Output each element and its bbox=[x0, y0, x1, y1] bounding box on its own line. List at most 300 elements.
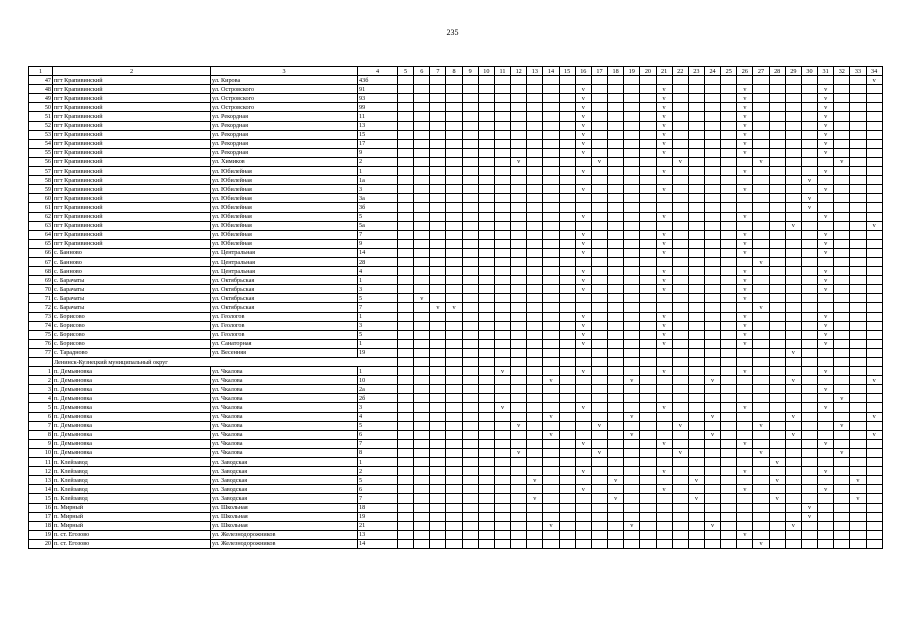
mark-cell bbox=[527, 348, 543, 357]
mark-cell bbox=[478, 348, 494, 357]
mark-cell bbox=[866, 367, 882, 376]
mark-cell bbox=[656, 530, 672, 539]
mark-v: v bbox=[624, 376, 640, 385]
mark-cell bbox=[850, 539, 866, 548]
mark-cell bbox=[866, 239, 882, 248]
mark-cell bbox=[446, 339, 462, 348]
mark-cell bbox=[753, 121, 769, 130]
mark-cell bbox=[511, 521, 527, 530]
mark-cell bbox=[414, 385, 430, 394]
mark-cell bbox=[398, 185, 414, 194]
mark-v: v bbox=[656, 230, 672, 239]
street-name: ул. Островского bbox=[211, 103, 358, 112]
mark-cell bbox=[721, 257, 737, 266]
mark-cell bbox=[543, 112, 559, 121]
mark-cell bbox=[462, 121, 478, 130]
mark-v: v bbox=[656, 339, 672, 348]
mark-cell bbox=[414, 103, 430, 112]
mark-cell bbox=[866, 348, 882, 357]
mark-cell bbox=[640, 485, 656, 494]
mark-cell bbox=[527, 185, 543, 194]
mark-cell bbox=[834, 521, 850, 530]
mark-cell bbox=[721, 530, 737, 539]
mark-cell bbox=[575, 221, 591, 230]
mark-cell bbox=[478, 403, 494, 412]
mark-cell bbox=[801, 485, 817, 494]
mark-cell bbox=[753, 248, 769, 257]
mark-cell bbox=[624, 194, 640, 203]
mark-cell bbox=[753, 194, 769, 203]
mark-v: v bbox=[575, 139, 591, 148]
mark-v: v bbox=[818, 103, 834, 112]
mark-cell bbox=[753, 167, 769, 176]
mark-cell bbox=[446, 330, 462, 339]
mark-cell bbox=[850, 139, 866, 148]
mark-v: v bbox=[801, 194, 817, 203]
mark-cell bbox=[414, 239, 430, 248]
mark-cell bbox=[801, 421, 817, 430]
mark-cell bbox=[688, 239, 704, 248]
mark-cell bbox=[511, 221, 527, 230]
mark-cell bbox=[430, 257, 446, 266]
mark-cell bbox=[704, 512, 720, 521]
mark-cell bbox=[430, 494, 446, 503]
mark-cell bbox=[656, 430, 672, 439]
mark-cell bbox=[608, 321, 624, 330]
mark-cell bbox=[640, 203, 656, 212]
mark-cell bbox=[850, 103, 866, 112]
settlement-name: пгт Крапивинский bbox=[53, 148, 211, 157]
mark-cell bbox=[430, 248, 446, 257]
mark-cell bbox=[511, 494, 527, 503]
mark-cell bbox=[559, 476, 575, 485]
mark-cell bbox=[446, 430, 462, 439]
mark-cell bbox=[753, 76, 769, 85]
mark-cell bbox=[640, 376, 656, 385]
table-row bbox=[29, 176, 883, 185]
mark-cell bbox=[608, 312, 624, 321]
mark-cell bbox=[866, 294, 882, 303]
table-row bbox=[29, 257, 883, 266]
mark-cell bbox=[543, 321, 559, 330]
mark-cell bbox=[834, 376, 850, 385]
mark-cell bbox=[704, 248, 720, 257]
mark-cell bbox=[543, 230, 559, 239]
mark-cell bbox=[398, 239, 414, 248]
street-name: ул. Железнодорожников bbox=[211, 530, 358, 539]
mark-cell bbox=[591, 248, 607, 257]
mark-cell bbox=[866, 248, 882, 257]
mark-cell bbox=[834, 367, 850, 376]
street-name: ул. Заводская bbox=[211, 494, 358, 503]
mark-cell bbox=[462, 412, 478, 421]
mark-v: v bbox=[753, 448, 769, 457]
mark-cell bbox=[753, 103, 769, 112]
mark-cell bbox=[801, 285, 817, 294]
mark-cell bbox=[446, 221, 462, 230]
settlement-name: с. Борисово bbox=[53, 339, 211, 348]
mark-v: v bbox=[818, 367, 834, 376]
mark-cell bbox=[446, 103, 462, 112]
mark-cell bbox=[446, 285, 462, 294]
mark-cell bbox=[608, 530, 624, 539]
mark-cell bbox=[769, 285, 785, 294]
mark-cell bbox=[446, 458, 462, 467]
mark-cell bbox=[737, 476, 753, 485]
mark-cell bbox=[866, 285, 882, 294]
mark-v: v bbox=[656, 212, 672, 221]
mark-cell bbox=[656, 203, 672, 212]
table-row bbox=[29, 521, 883, 530]
mark-cell bbox=[672, 239, 688, 248]
mark-cell bbox=[688, 176, 704, 185]
mark-cell bbox=[721, 221, 737, 230]
mark-cell bbox=[753, 294, 769, 303]
mark-cell bbox=[559, 176, 575, 185]
mark-cell bbox=[721, 467, 737, 476]
mark-cell bbox=[672, 257, 688, 266]
mark-cell bbox=[737, 512, 753, 521]
mark-cell bbox=[478, 257, 494, 266]
mark-v: v bbox=[818, 130, 834, 139]
mark-cell bbox=[801, 76, 817, 85]
mark-v: v bbox=[818, 385, 834, 394]
table-row bbox=[29, 485, 883, 494]
mark-cell bbox=[866, 112, 882, 121]
mark-cell bbox=[640, 85, 656, 94]
mark-cell bbox=[543, 212, 559, 221]
mark-cell bbox=[785, 130, 801, 139]
mark-v: v bbox=[737, 485, 753, 494]
mark-cell bbox=[834, 112, 850, 121]
mark-cell bbox=[769, 157, 785, 166]
settlement-name: с. Банново bbox=[53, 267, 211, 276]
mark-cell bbox=[785, 403, 801, 412]
mark-cell bbox=[753, 330, 769, 339]
mark-cell bbox=[721, 448, 737, 457]
mark-cell bbox=[769, 203, 785, 212]
mark-cell bbox=[640, 476, 656, 485]
mark-cell bbox=[446, 94, 462, 103]
mark-cell bbox=[801, 130, 817, 139]
table-row bbox=[29, 467, 883, 476]
mark-cell bbox=[591, 276, 607, 285]
mark-cell bbox=[704, 339, 720, 348]
mark-cell bbox=[850, 194, 866, 203]
mark-cell bbox=[640, 539, 656, 548]
mark-cell bbox=[543, 148, 559, 157]
column-header: 5 bbox=[398, 67, 414, 76]
mark-v: v bbox=[737, 239, 753, 248]
mark-cell bbox=[462, 212, 478, 221]
mark-cell bbox=[640, 212, 656, 221]
mark-cell bbox=[866, 312, 882, 321]
settlement-name: пгт Крапивинский bbox=[53, 167, 211, 176]
mark-cell bbox=[608, 303, 624, 312]
mark-cell bbox=[753, 494, 769, 503]
mark-cell bbox=[511, 403, 527, 412]
mark-cell bbox=[624, 485, 640, 494]
house-number: 5 bbox=[358, 476, 398, 485]
mark-cell bbox=[640, 430, 656, 439]
mark-v: v bbox=[704, 412, 720, 421]
mark-cell bbox=[753, 230, 769, 239]
mark-cell bbox=[478, 339, 494, 348]
mark-cell bbox=[834, 130, 850, 139]
mark-cell bbox=[785, 358, 801, 367]
table-row bbox=[29, 167, 883, 176]
mark-cell bbox=[398, 512, 414, 521]
mark-cell bbox=[446, 412, 462, 421]
mark-v: v bbox=[818, 148, 834, 157]
mark-cell bbox=[446, 503, 462, 512]
mark-cell bbox=[398, 194, 414, 203]
mark-cell bbox=[478, 157, 494, 166]
settlement-name: п. Демьяновка bbox=[53, 403, 211, 412]
mark-cell bbox=[430, 321, 446, 330]
mark-cell bbox=[688, 203, 704, 212]
mark-v: v bbox=[591, 421, 607, 430]
mark-cell bbox=[511, 239, 527, 248]
mark-cell bbox=[704, 539, 720, 548]
mark-v: v bbox=[737, 294, 753, 303]
table-row bbox=[29, 185, 883, 194]
table-row bbox=[29, 394, 883, 403]
mark-cell bbox=[737, 430, 753, 439]
mark-v: v bbox=[656, 148, 672, 157]
mark-cell bbox=[704, 285, 720, 294]
mark-cell bbox=[462, 512, 478, 521]
mark-cell bbox=[398, 257, 414, 266]
mark-cell bbox=[608, 248, 624, 257]
mark-cell bbox=[785, 94, 801, 103]
mark-cell bbox=[543, 385, 559, 394]
mark-cell bbox=[753, 348, 769, 357]
mark-cell bbox=[494, 257, 510, 266]
house-number: 9 bbox=[358, 148, 398, 157]
column-header: 29 bbox=[785, 67, 801, 76]
table-row bbox=[29, 221, 883, 230]
mark-cell bbox=[753, 176, 769, 185]
mark-v: v bbox=[785, 412, 801, 421]
mark-cell bbox=[559, 339, 575, 348]
mark-v: v bbox=[737, 121, 753, 130]
mark-v: v bbox=[575, 330, 591, 339]
mark-v: v bbox=[737, 94, 753, 103]
mark-cell bbox=[527, 276, 543, 285]
column-header: 31 bbox=[818, 67, 834, 76]
mark-cell bbox=[640, 167, 656, 176]
mark-cell bbox=[801, 212, 817, 221]
mark-cell bbox=[478, 430, 494, 439]
column-header: 25 bbox=[721, 67, 737, 76]
row-number: 20 bbox=[29, 539, 53, 548]
mark-cell bbox=[478, 139, 494, 148]
row-number: 19 bbox=[29, 530, 53, 539]
mark-cell bbox=[430, 348, 446, 357]
house-number: 7 bbox=[358, 303, 398, 312]
mark-cell bbox=[591, 76, 607, 85]
mark-cell bbox=[801, 85, 817, 94]
mark-cell bbox=[527, 503, 543, 512]
table-row bbox=[29, 139, 883, 148]
mark-cell bbox=[478, 494, 494, 503]
mark-cell bbox=[704, 139, 720, 148]
mark-v: v bbox=[543, 521, 559, 530]
mark-cell bbox=[494, 394, 510, 403]
mark-cell bbox=[575, 503, 591, 512]
mark-cell bbox=[769, 321, 785, 330]
row-number: 51 bbox=[29, 112, 53, 121]
mark-cell bbox=[640, 230, 656, 239]
mark-cell bbox=[559, 148, 575, 157]
mark-v: v bbox=[624, 430, 640, 439]
mark-cell bbox=[688, 157, 704, 166]
mark-cell bbox=[462, 476, 478, 485]
street-name: ул. Юбилейная bbox=[211, 203, 358, 212]
settlement-name: п. Демьяновка bbox=[53, 448, 211, 457]
street-name: ул. Юбилейная bbox=[211, 176, 358, 185]
street-name: ул. Чкалова bbox=[211, 376, 358, 385]
mark-cell bbox=[608, 330, 624, 339]
mark-cell bbox=[478, 385, 494, 394]
mark-cell bbox=[462, 203, 478, 212]
mark-cell bbox=[640, 521, 656, 530]
mark-cell bbox=[462, 285, 478, 294]
mark-v: v bbox=[688, 494, 704, 503]
mark-cell bbox=[398, 376, 414, 385]
mark-cell bbox=[591, 476, 607, 485]
mark-cell bbox=[478, 467, 494, 476]
mark-cell bbox=[478, 221, 494, 230]
mark-cell bbox=[688, 139, 704, 148]
mark-cell bbox=[672, 139, 688, 148]
mark-v: v bbox=[575, 312, 591, 321]
mark-cell bbox=[430, 448, 446, 457]
mark-cell bbox=[575, 539, 591, 548]
table-row bbox=[29, 439, 883, 448]
mark-cell bbox=[398, 339, 414, 348]
mark-cell bbox=[575, 176, 591, 185]
mark-cell bbox=[446, 439, 462, 448]
mark-cell bbox=[737, 203, 753, 212]
table-row bbox=[29, 285, 883, 294]
mark-cell bbox=[850, 458, 866, 467]
mark-cell bbox=[494, 103, 510, 112]
mark-cell bbox=[543, 194, 559, 203]
house-number: 2 bbox=[358, 467, 398, 476]
mark-cell bbox=[801, 358, 817, 367]
mark-cell bbox=[624, 85, 640, 94]
mark-cell bbox=[624, 476, 640, 485]
mark-cell bbox=[446, 467, 462, 476]
mark-cell bbox=[688, 121, 704, 130]
mark-cell bbox=[769, 367, 785, 376]
mark-v: v bbox=[769, 458, 785, 467]
mark-cell bbox=[446, 421, 462, 430]
mark-cell bbox=[801, 303, 817, 312]
mark-cell bbox=[478, 485, 494, 494]
mark-cell bbox=[850, 339, 866, 348]
mark-cell bbox=[818, 421, 834, 430]
mark-cell bbox=[850, 412, 866, 421]
mark-cell bbox=[785, 239, 801, 248]
mark-v: v bbox=[575, 485, 591, 494]
mark-cell bbox=[850, 330, 866, 339]
mark-cell bbox=[704, 485, 720, 494]
settlement-name: п. Демьяновка bbox=[53, 376, 211, 385]
mark-v: v bbox=[414, 294, 430, 303]
mark-cell bbox=[478, 294, 494, 303]
mark-cell bbox=[850, 530, 866, 539]
mark-cell bbox=[608, 421, 624, 430]
mark-v: v bbox=[818, 212, 834, 221]
mark-cell bbox=[753, 285, 769, 294]
mark-cell bbox=[398, 303, 414, 312]
mark-cell bbox=[834, 494, 850, 503]
mark-cell bbox=[769, 112, 785, 121]
mark-cell bbox=[737, 385, 753, 394]
mark-cell bbox=[446, 385, 462, 394]
mark-cell bbox=[704, 312, 720, 321]
street-name: ул. Школьная bbox=[211, 521, 358, 530]
mark-cell bbox=[414, 458, 430, 467]
mark-cell bbox=[640, 312, 656, 321]
row-number: 56 bbox=[29, 157, 53, 166]
mark-cell bbox=[721, 85, 737, 94]
mark-cell bbox=[704, 76, 720, 85]
mark-cell bbox=[478, 212, 494, 221]
mark-cell bbox=[624, 421, 640, 430]
mark-v: v bbox=[494, 403, 510, 412]
mark-cell bbox=[511, 103, 527, 112]
mark-cell bbox=[462, 458, 478, 467]
mark-cell bbox=[608, 339, 624, 348]
mark-cell bbox=[478, 76, 494, 85]
mark-cell bbox=[527, 312, 543, 321]
mark-cell bbox=[511, 203, 527, 212]
mark-cell bbox=[591, 312, 607, 321]
mark-cell bbox=[462, 330, 478, 339]
mark-cell bbox=[672, 512, 688, 521]
mark-v: v bbox=[527, 476, 543, 485]
mark-cell bbox=[818, 503, 834, 512]
mark-cell bbox=[656, 303, 672, 312]
mark-cell bbox=[591, 221, 607, 230]
street-name: ул. Центральная bbox=[211, 257, 358, 266]
table-row bbox=[29, 458, 883, 467]
mark-cell bbox=[478, 148, 494, 157]
mark-cell bbox=[624, 294, 640, 303]
mark-v: v bbox=[608, 476, 624, 485]
mark-cell bbox=[672, 430, 688, 439]
mark-cell bbox=[704, 394, 720, 403]
mark-cell bbox=[704, 157, 720, 166]
column-header: 11 bbox=[494, 67, 510, 76]
table-row bbox=[29, 330, 883, 339]
mark-cell bbox=[672, 330, 688, 339]
mark-cell bbox=[608, 439, 624, 448]
mark-cell bbox=[575, 203, 591, 212]
table-row bbox=[29, 121, 883, 130]
mark-cell bbox=[446, 312, 462, 321]
mark-cell bbox=[769, 330, 785, 339]
mark-cell bbox=[834, 430, 850, 439]
table-row bbox=[29, 539, 883, 548]
mark-cell bbox=[834, 485, 850, 494]
mark-cell bbox=[511, 248, 527, 257]
settlement-name: п. ст. Егозово bbox=[53, 539, 211, 548]
